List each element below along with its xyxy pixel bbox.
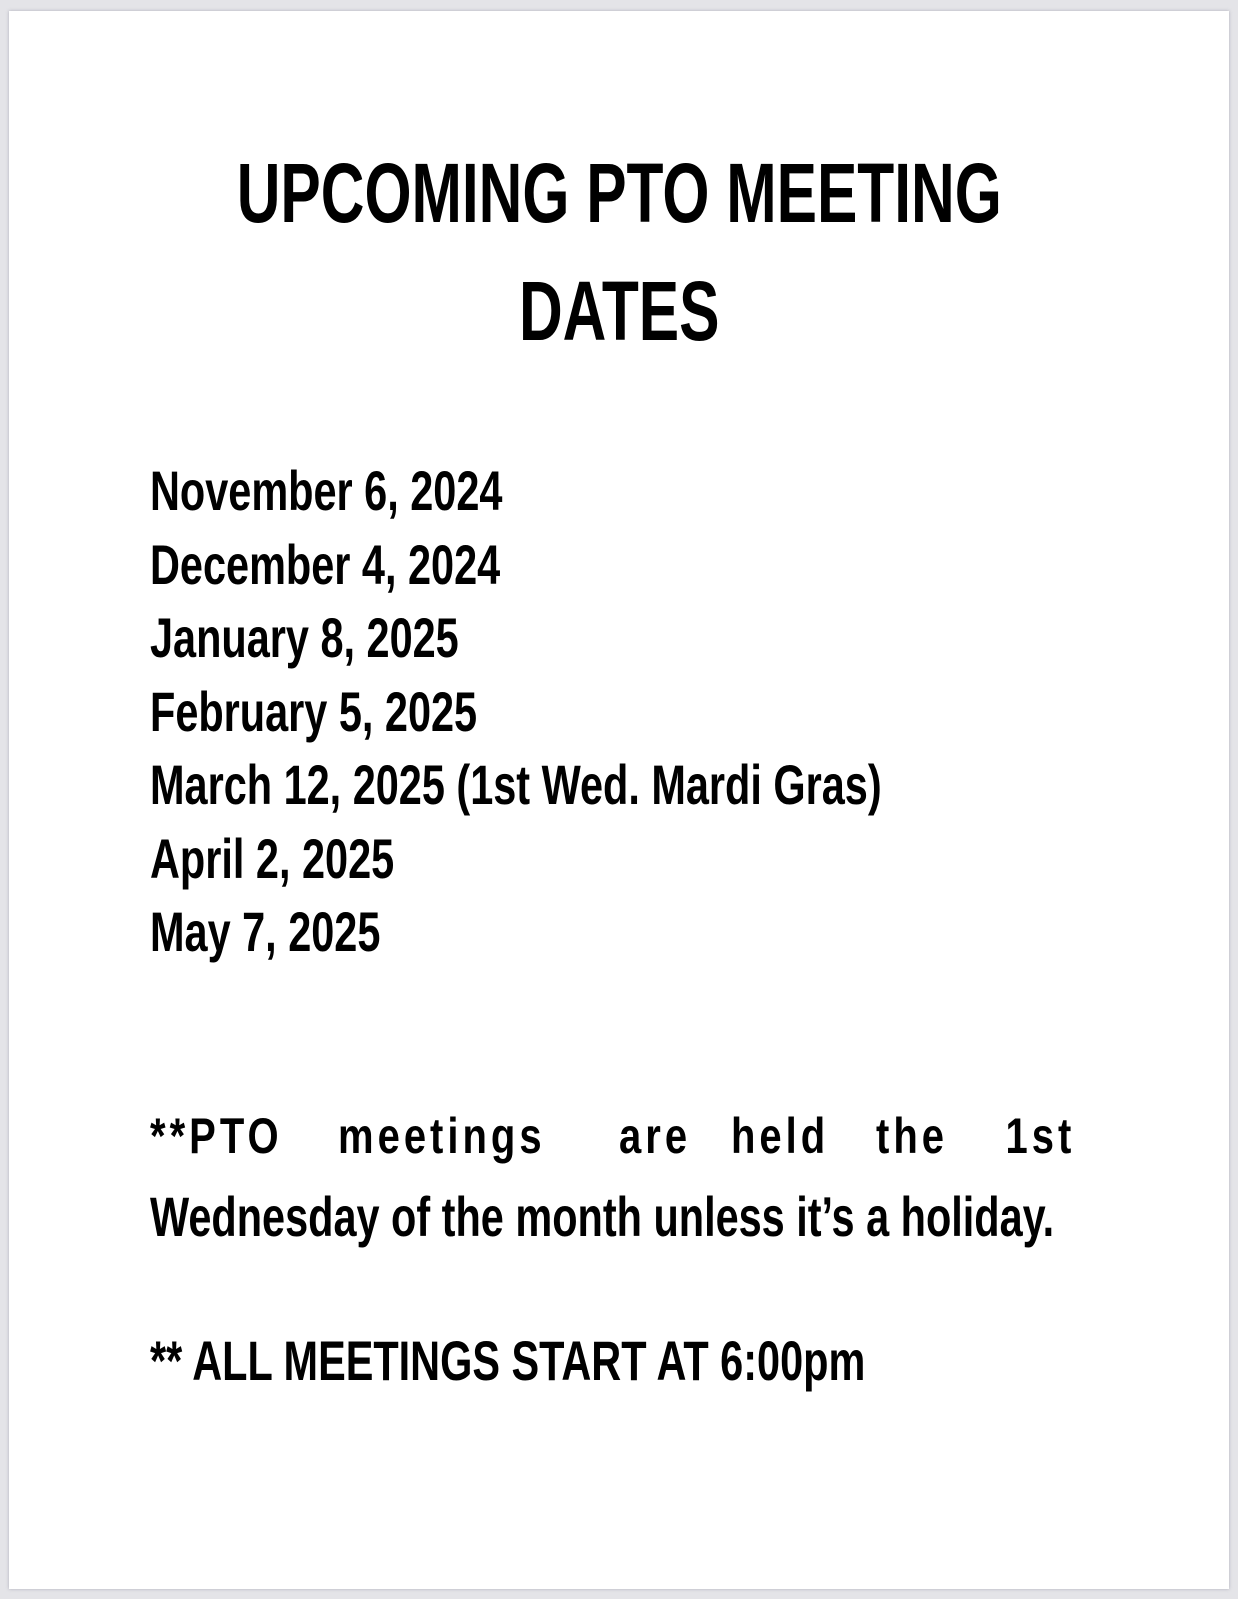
date-item [150, 826, 1139, 905]
note-text: Wednesday of the month unless it’s a holiday. [150, 1185, 1055, 1248]
date-item [150, 606, 1139, 684]
note-word: the [875, 1108, 948, 1164]
note-word: meetings [337, 1108, 546, 1164]
schedule-note-line-2 [150, 1185, 1238, 1248]
date-item [150, 459, 1139, 537]
date-item [150, 532, 1139, 611]
date-item [150, 679, 1139, 758]
note-word: **PTO [150, 1108, 283, 1164]
date-text: March 12, 2025 (1st Wed. Mardi Gras) [150, 753, 882, 816]
title-line-2 [9, 264, 1229, 358]
title-text-2: DATES [518, 264, 720, 358]
date-item [150, 753, 1139, 831]
date-item [150, 900, 1139, 978]
note-word: are [619, 1108, 692, 1164]
document-page [9, 11, 1229, 1589]
date-text: April 2, 2025 [150, 826, 395, 890]
date-text: November 6, 2024 [150, 459, 503, 522]
date-text: May 7, 2025 [150, 900, 381, 963]
date-text: January 8, 2025 [150, 606, 459, 669]
start-time-note [150, 1329, 1117, 1392]
meeting-dates-list [150, 459, 1139, 978]
date-text: February 5, 2025 [150, 679, 478, 743]
title-line-1 [9, 146, 1229, 240]
date-text: December 4, 2024 [150, 532, 501, 596]
schedule-note-line-1 [150, 1108, 1075, 1164]
note-word: held [731, 1108, 830, 1164]
note-word: 1st [1005, 1108, 1075, 1164]
start-time-text: ** ALL MEETINGS START AT 6:00pm [150, 1329, 866, 1392]
title-text-1: UPCOMING PTO MEETING [236, 146, 1002, 240]
